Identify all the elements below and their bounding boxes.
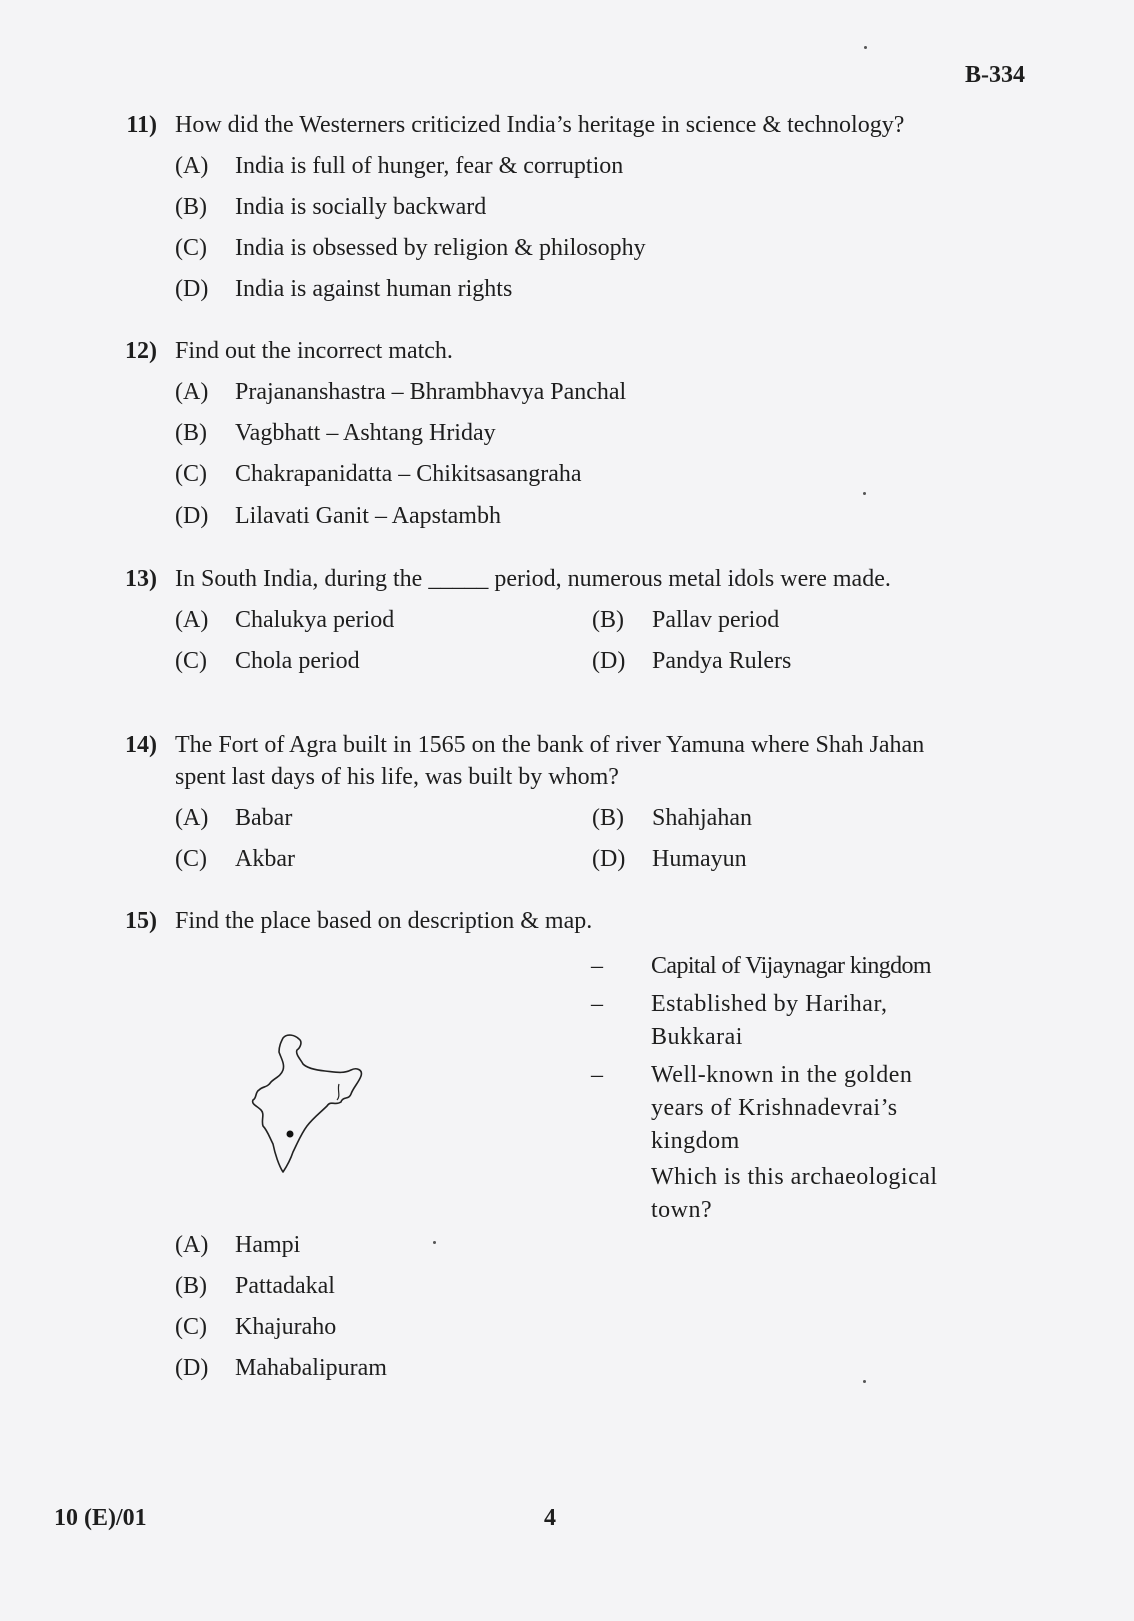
option-label: (B) [592, 607, 624, 633]
option-text: Pallav period [652, 607, 780, 633]
q15-option-d[interactable] [175, 1355, 387, 1382]
option-label: (C) [175, 648, 207, 674]
fill-in-blank: _____ [428, 566, 489, 592]
question-number-11: 11) [126, 112, 157, 138]
description-2-line1: Established by Harihar, [651, 991, 888, 1017]
question-number-14: 14) [125, 732, 157, 758]
q11-option-c[interactable] [175, 235, 646, 262]
option-text: Hampi [235, 1232, 301, 1258]
india-map [245, 1030, 385, 1180]
india-outline [253, 1035, 362, 1172]
q14-option-b[interactable] [592, 805, 752, 832]
option-text: India is socially backward [235, 194, 487, 220]
question-text-14-line1: The Fort of Agra built in 1565 on the bank of river Yamuna where Shah Jahan [175, 732, 925, 758]
option-text: Vagbhatt – Ashtang Hriday [235, 420, 496, 446]
description-1: Capital of Vijaynagar kingdom [651, 953, 931, 979]
scan-speck [864, 46, 867, 49]
option-label: (B) [175, 1273, 207, 1299]
option-label: (D) [175, 276, 209, 302]
india-east-detail [337, 1084, 339, 1100]
q13-option-c[interactable] [175, 648, 360, 675]
q11-option-d[interactable] [175, 276, 512, 303]
location-marker [287, 1131, 294, 1138]
option-text: Chola period [235, 648, 360, 674]
option-text: Prajananshastra – Bhrambhavya Panchal [235, 379, 627, 405]
option-text: Khajuraho [235, 1314, 337, 1340]
q14-option-c[interactable] [175, 846, 295, 873]
option-text: Babar [235, 805, 293, 831]
option-text: India is obsessed by religion & philosophy [235, 235, 646, 261]
q13-option-a[interactable] [175, 607, 394, 634]
option-text: Pandya Rulers [652, 648, 792, 674]
question-text-after: period, numerous metal idols were made. [494, 566, 891, 592]
option-text: Pattadakal [235, 1273, 335, 1299]
question-text-15: Find the place based on description & map. [175, 908, 593, 934]
paper-code: B-334 [965, 62, 1025, 88]
dash-bullet: – [591, 1062, 603, 1088]
dash-bullet: – [591, 991, 603, 1017]
option-label: (A) [175, 607, 209, 633]
option-label: (A) [175, 153, 209, 179]
question-text-before: In South India, during the [175, 566, 423, 592]
description-2-line2: Bukkarai [651, 1024, 743, 1050]
option-text: Chakrapanidatta – Chikitsasangraha [235, 461, 582, 487]
scan-speck [863, 1380, 866, 1383]
option-label: (A) [175, 805, 209, 831]
q13-option-d[interactable] [592, 648, 791, 675]
option-text: Akbar [235, 846, 295, 872]
scan-speck [863, 492, 866, 495]
description-3-line3: kingdom [651, 1128, 740, 1154]
dash-bullet: – [591, 953, 603, 979]
option-label: (D) [592, 846, 626, 872]
option-text: Humayun [652, 846, 747, 872]
option-text: Lilavati Ganit – Aapstambh [235, 503, 501, 529]
scan-speck [433, 1241, 436, 1244]
question-number-13: 13) [125, 566, 157, 592]
q12-option-c[interactable] [175, 461, 582, 488]
option-label: (D) [592, 648, 626, 674]
q15-option-c[interactable] [175, 1314, 336, 1341]
question-text-13 [175, 566, 891, 593]
description-3-line1: Well-known in the golden [651, 1062, 913, 1088]
option-label: (D) [175, 1355, 209, 1381]
q12-option-a[interactable] [175, 379, 626, 406]
option-text: Mahabalipuram [235, 1355, 387, 1381]
option-label: (C) [175, 846, 207, 872]
question-text-14-line2: spent last days of his life, was built by whom? [175, 764, 619, 790]
option-label: (B) [175, 194, 207, 220]
question-text-12: Find out the incorrect match. [175, 338, 453, 364]
q12-option-b[interactable] [175, 420, 496, 447]
question-text-11: How did the Westerners criticized India’s heritage in science & technology? [175, 112, 905, 138]
footer-code: 10 (E)/01 [54, 1505, 147, 1531]
q15-option-a[interactable] [175, 1232, 300, 1259]
q13-option-b[interactable] [592, 607, 779, 634]
question-number-15: 15) [125, 908, 157, 934]
q11-option-a[interactable] [175, 153, 623, 180]
option-label: (C) [175, 235, 207, 261]
option-label: (B) [592, 805, 624, 831]
option-text: Chalukya period [235, 607, 395, 633]
q14-option-d[interactable] [592, 846, 747, 873]
option-label: (D) [175, 503, 209, 529]
option-label: (C) [175, 1314, 207, 1340]
question-prompt-line1: Which is this archaeological [651, 1164, 938, 1190]
option-text: India is full of hunger, fear & corruption [235, 153, 624, 179]
option-text: India is against human rights [235, 276, 513, 302]
q11-option-b[interactable] [175, 194, 486, 221]
q15-option-b[interactable] [175, 1273, 335, 1300]
page-number: 4 [544, 1505, 556, 1531]
option-label: (B) [175, 420, 207, 446]
description-3-line2: years of Krishnadevrai’s [651, 1095, 898, 1121]
option-text: Shahjahan [652, 805, 752, 831]
option-label: (A) [175, 1232, 209, 1258]
option-label: (C) [175, 461, 207, 487]
option-label: (A) [175, 379, 209, 405]
question-prompt-line2: town? [651, 1197, 713, 1223]
question-number-12: 12) [125, 338, 157, 364]
q14-option-a[interactable] [175, 805, 292, 832]
q12-option-d[interactable] [175, 503, 501, 530]
